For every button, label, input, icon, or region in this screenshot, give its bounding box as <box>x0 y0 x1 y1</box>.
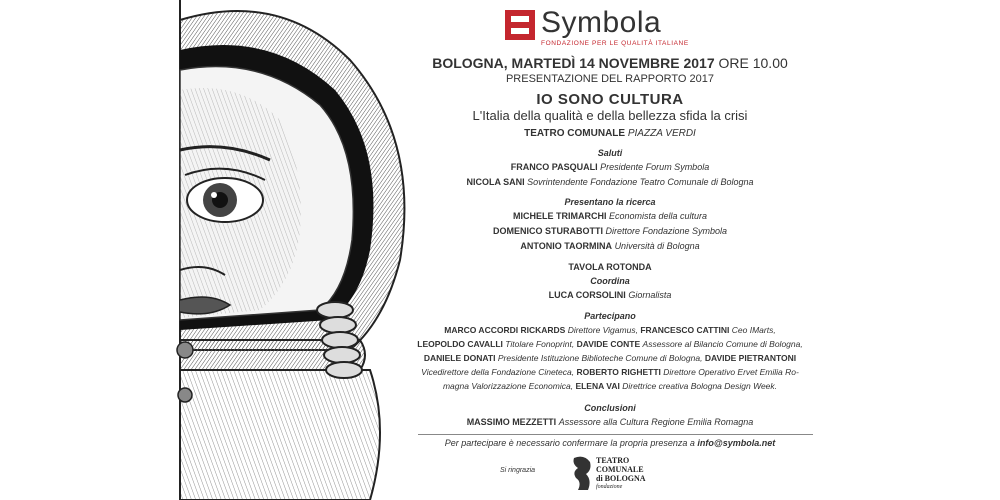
ricerca-person <box>380 226 840 236</box>
teatro-subtitle: fondazione <box>596 484 623 490</box>
person-name: ELENA VAI <box>575 381 620 391</box>
teatro-comunale-logo <box>570 450 660 496</box>
partecipano-line <box>380 367 840 377</box>
person-name: DAVIDE CONTE <box>576 339 641 349</box>
ricerca-person <box>380 241 840 251</box>
thanks-label: Si ringrazia <box>500 467 536 474</box>
saluti-person <box>380 162 840 172</box>
event-time: ORE 10.00 <box>718 55 788 71</box>
event-title: IO SONO CULTURA <box>536 91 684 108</box>
person-role: Direttore Vigamus, <box>567 325 638 335</box>
person-name: DOMENICO STURABOTTI <box>492 226 603 236</box>
astronaut-illustration <box>120 0 420 500</box>
footer-email[interactable]: info@symbola.net <box>697 438 776 448</box>
person-name: FRANCESCO CATTINI <box>640 325 730 335</box>
person-name: FRANCO PASQUALI <box>510 162 598 172</box>
venue-place: PIAZZA VERDI <box>627 128 696 139</box>
person-name: NICOLA SANI <box>466 177 525 187</box>
person-role: Assessore al Bilancio Comune di Bologna, <box>642 339 803 349</box>
person-role: Assessore alla Cultura Regione Emilia Romagna <box>558 417 754 427</box>
venue-name: TEATRO COMUNALE <box>524 128 626 139</box>
person-role: Economista della cultura <box>608 211 708 221</box>
person-name: MASSIMO MEZZETTI <box>466 417 557 427</box>
event-presentation: PRESENTAZIONE DEL RAPPORTO 2017 <box>505 73 715 85</box>
person-role: Direttore Operativo Ervet Emilia Ro- <box>663 367 799 377</box>
person-role: Titolare Fonoprint, <box>505 339 575 349</box>
person-name: ANTONIO TAORMINA <box>520 241 613 251</box>
conclusioni-person <box>380 417 840 427</box>
person-name: DANIELE DONATI <box>423 353 496 363</box>
tavola-coordina: Coordina <box>590 276 630 286</box>
event-venue <box>380 128 840 139</box>
person-name: ROBERTO RIGHETTI <box>576 367 661 377</box>
footer-text: Per partecipare è necessario confermare la propria presenza a <box>444 438 695 448</box>
event-date-line <box>380 55 840 71</box>
person-role: magna Valorizzazione Economica, <box>442 381 574 391</box>
conclusioni-heading: Conclusioni <box>584 403 636 413</box>
event-date: BOLOGNA, MARTEDÌ 14 NOVEMBRE 2017 <box>432 55 715 71</box>
person-role: Sovrintendente Fondazione Teatro Comunale di Bologna <box>527 177 754 187</box>
person-role: Ceo IMarts, <box>731 325 776 335</box>
partecipano-line <box>380 339 840 349</box>
person-role: Direttrice creativa Bologna Design Week. <box>622 381 778 391</box>
ricerca-heading: Presentano la ricerca <box>564 197 656 207</box>
partecipano-line <box>380 325 840 335</box>
person-name: LUCA CORSOLINI <box>548 290 626 300</box>
tavola-moderator <box>380 290 840 300</box>
person-role: Università di Bologna <box>614 241 700 251</box>
teatro-line: COMUNALE <box>596 465 644 474</box>
partecipano-heading: Partecipano <box>584 311 636 321</box>
tavola-heading: TAVOLA ROTONDA <box>568 262 652 272</box>
saluti-heading: Saluti <box>597 148 623 158</box>
footer-note <box>380 438 840 448</box>
logo-name: Symbola <box>541 6 662 39</box>
teatro-line: di BOLOGNA <box>596 474 646 483</box>
partecipano-line <box>380 353 840 363</box>
symbola-logo <box>505 6 705 50</box>
person-role: Direttore Fondazione Symbola <box>605 226 728 236</box>
event-subtitle: L'Italia della qualità e della bellezza sfida la crisi <box>472 108 748 123</box>
teatro-line: TEATRO <box>596 456 630 465</box>
symbola-logo-mark <box>505 10 535 40</box>
person-role: Presidente Istituzione Biblioteche Comune di Bologna, <box>497 353 703 363</box>
person-role: Giornalista <box>628 290 672 300</box>
teatro-name <box>596 456 646 483</box>
partecipano-line <box>380 381 840 391</box>
saluti-person <box>380 177 840 187</box>
person-role: Vicedirettore della Fondazione Cineteca, <box>421 367 575 377</box>
lion-icon <box>570 454 594 494</box>
person-role: Presidente Forum Symbola <box>600 162 710 172</box>
ricerca-person <box>380 211 840 221</box>
person-name: MICHELE TRIMARCHI <box>512 211 607 221</box>
person-name: DAVIDE PIETRANTONI <box>704 353 797 363</box>
footer-divider <box>418 434 813 435</box>
person-name: LEOPOLDO CAVALLI <box>417 339 503 349</box>
person-name: MARCO ACCORDI RICKARDS <box>444 325 566 335</box>
logo-subtitle: FONDAZIONE PER LE QUALITÀ ITALIANE <box>541 40 689 47</box>
